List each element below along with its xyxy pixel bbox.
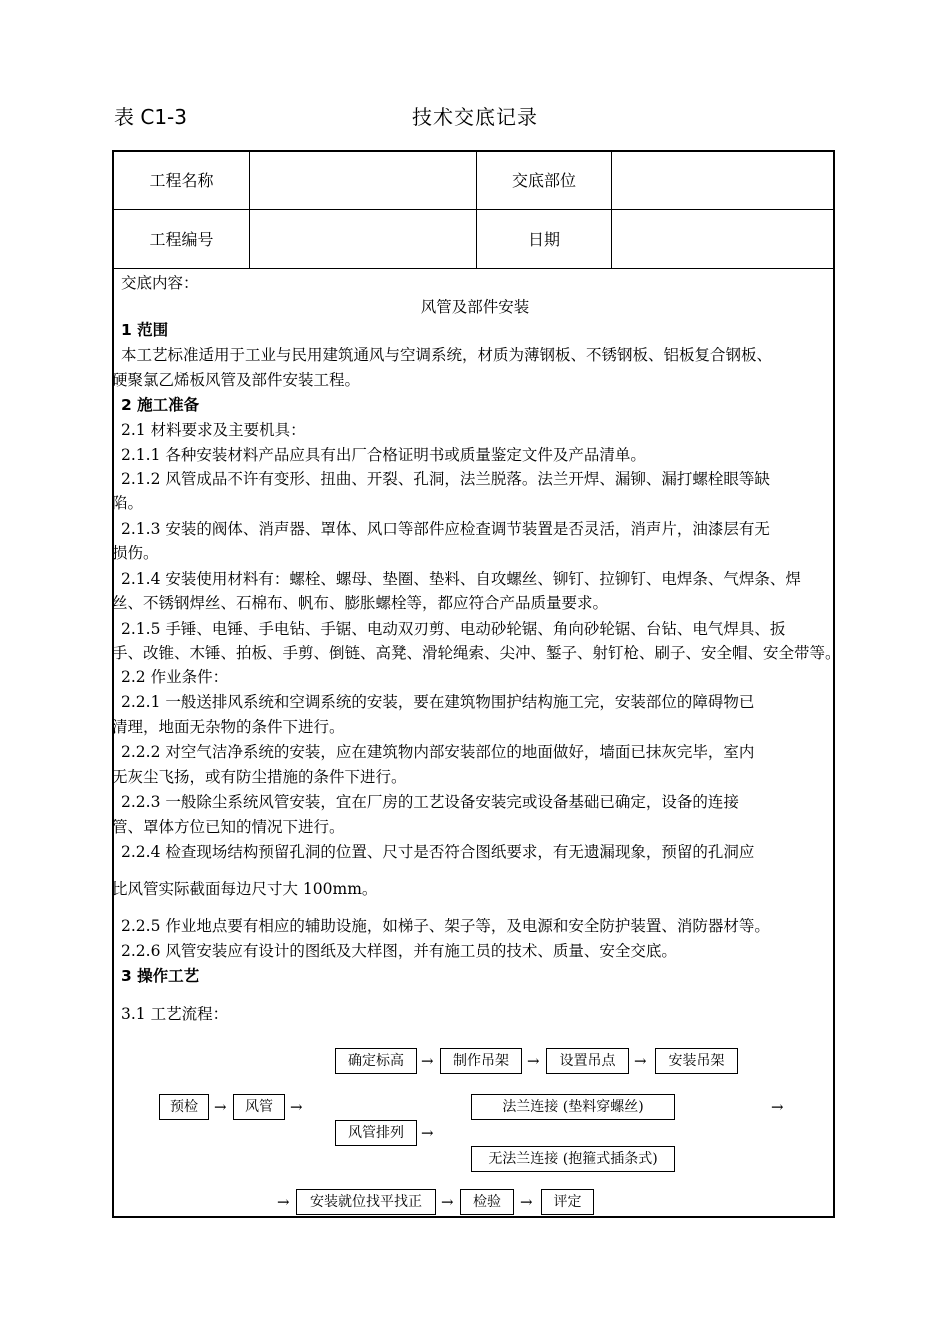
section-heading: 3 操作工艺	[121, 967, 200, 985]
flow-step-no-flange: 无法兰连接 (抱箍式插条式)	[471, 1146, 675, 1172]
flow-arrow: →	[290, 1098, 303, 1116]
paragraph-line: 2.1.4 安装使用材料有：螺栓、螺母、垫圈、垫料、自攻螺丝、铆钉、拉铆钉、电焊条、气焊条、焊	[121, 570, 801, 588]
paragraph-line: 无灰尘飞扬，或有防尘措施的条件下进行。	[112, 768, 407, 786]
paragraph-line: 2.2.2 对空气洁净系统的安装，应在建筑物内部安装部位的地面做好，墙面已抹灰完毕，室内	[121, 743, 755, 761]
flow-step-make-hanger: 制作吊架	[440, 1048, 522, 1074]
paragraph-line: 2.2.5 作业地点要有相应的辅助设施，如梯子、架子等，及电源和安全防护装置、消防器材等。	[121, 917, 770, 935]
flow-step-flange: 法兰连接 (垫料穿螺丝)	[471, 1094, 675, 1120]
project-name-label: 工程名称	[149, 171, 214, 190]
flow-step-duct: 风管	[233, 1094, 285, 1120]
content-label: 交底内容：	[121, 274, 199, 292]
flow-step-set-point: 设置吊点	[546, 1048, 629, 1074]
paragraph-line: 2.2.3 一般除尘系统风管安装，宜在厂房的工艺设备安装完或设备基础已确定，设备的连接	[121, 793, 739, 811]
paragraph-line: 2.1.5 手锤、电锤、手电钻、手锯、电动双刃剪、电动砂轮锯、角向砂轮锯、台钻、电气焊具、扳	[121, 620, 786, 638]
flow-step-precheck: 预检	[159, 1094, 209, 1120]
flow-step-inspection: 检验	[460, 1189, 514, 1215]
paragraph-line: 2.2.6 风管安装应有设计的图纸及大样图，并有施工员的技术、质量、安全交底。	[121, 942, 677, 960]
col-divider	[249, 152, 250, 269]
flow-arrow: →	[214, 1098, 227, 1116]
paragraph-line: 2.2.1 一般送排风系统和空调系统的安装，要在建筑物围护结构施工完，安装部位的障碍物已	[121, 693, 755, 711]
paragraph-line: 清理，地面无杂物的条件下进行。	[112, 718, 345, 736]
paragraph-line: 硬聚氯乙烯板风管及部件安装工程。	[112, 371, 361, 389]
row-divider	[114, 209, 833, 210]
flow-arrow: →	[527, 1052, 540, 1070]
section-heading: 2 施工准备	[121, 396, 200, 414]
flow-step-duct-layout: 风管排列	[335, 1120, 417, 1146]
paragraph-line: 陷。	[112, 494, 144, 512]
flow-arrow: →	[634, 1052, 647, 1070]
paragraph-line: 2.2 作业条件：	[121, 668, 229, 686]
part-label: 交底部位	[511, 171, 576, 190]
col-divider	[476, 152, 477, 269]
flow-arrow: →	[441, 1193, 454, 1211]
form-code: 表 C1-3	[114, 105, 187, 129]
paragraph-line: 2.1 材料要求及主要机具：	[121, 421, 306, 439]
paragraph-line: 2.1.3 安装的阀体、消声器、罩体、风口等部件应检查调节装置是否灵活，消声片，油漆层有无	[121, 520, 770, 538]
date-label: 日期	[527, 230, 560, 249]
paragraph-line: 3.1 工艺流程：	[121, 1005, 229, 1023]
flow-arrow: →	[421, 1052, 434, 1070]
flow-arrow: →	[771, 1098, 784, 1116]
flow-step-install-hanger: 安装吊架	[655, 1048, 738, 1074]
paragraph-line: 损伤。	[112, 544, 159, 562]
paragraph-line: 管、罩体方位已知的情况下进行。	[112, 818, 345, 836]
section-heading: 1 范围	[121, 321, 169, 339]
flow-arrow: →	[277, 1193, 290, 1211]
flow-step-elevation: 确定标高	[335, 1048, 417, 1074]
paragraph-line: 本工艺标准适用于工业与民用建筑通风与空调系统，材质为薄钢板、不锈钢板、铝板复合钢板、	[121, 346, 773, 364]
content-title: 风管及部件安装	[420, 298, 530, 316]
paragraph-line: 2.2.4 检查现场结构预留孔洞的位置、尺寸是否符合图纸要求，有无遗漏现象，预留的孔洞应	[121, 843, 755, 861]
paragraph-line: 比风管实际截面每边尺寸大 100mm。	[112, 880, 378, 898]
project-no-label: 工程编号	[149, 230, 214, 249]
paragraph-line: 2.1.1 各种安装材料产品应具有出厂合格证明书或质量鉴定文件及产品清单。	[121, 446, 646, 464]
flow-step-positioning: 安装就位找平找正	[296, 1189, 436, 1215]
paragraph-line: 丝、不锈钢焊丝、石棉布、帆布、膨胀螺栓等，都应符合产品质量要求。	[112, 594, 609, 612]
flow-step-evaluation: 评定	[541, 1189, 594, 1215]
col-divider	[611, 152, 612, 269]
row-divider	[114, 268, 833, 269]
flow-arrow: →	[520, 1193, 533, 1211]
form-title: 技术交底记录	[412, 105, 538, 129]
paragraph-line: 手、改锥、木锤、拍板、手剪、倒链、高凳、滑轮绳索、尖冲、錾子、射钉枪、刷子、安全帽、安全带等。	[112, 644, 841, 662]
flow-arrow: →	[421, 1124, 434, 1142]
paragraph-line: 2.1.2 风管成品不许有变形、扭曲、开裂、孔洞，法兰脱落。法兰开焊、漏铆、漏打螺栓眼等缺	[121, 470, 770, 488]
